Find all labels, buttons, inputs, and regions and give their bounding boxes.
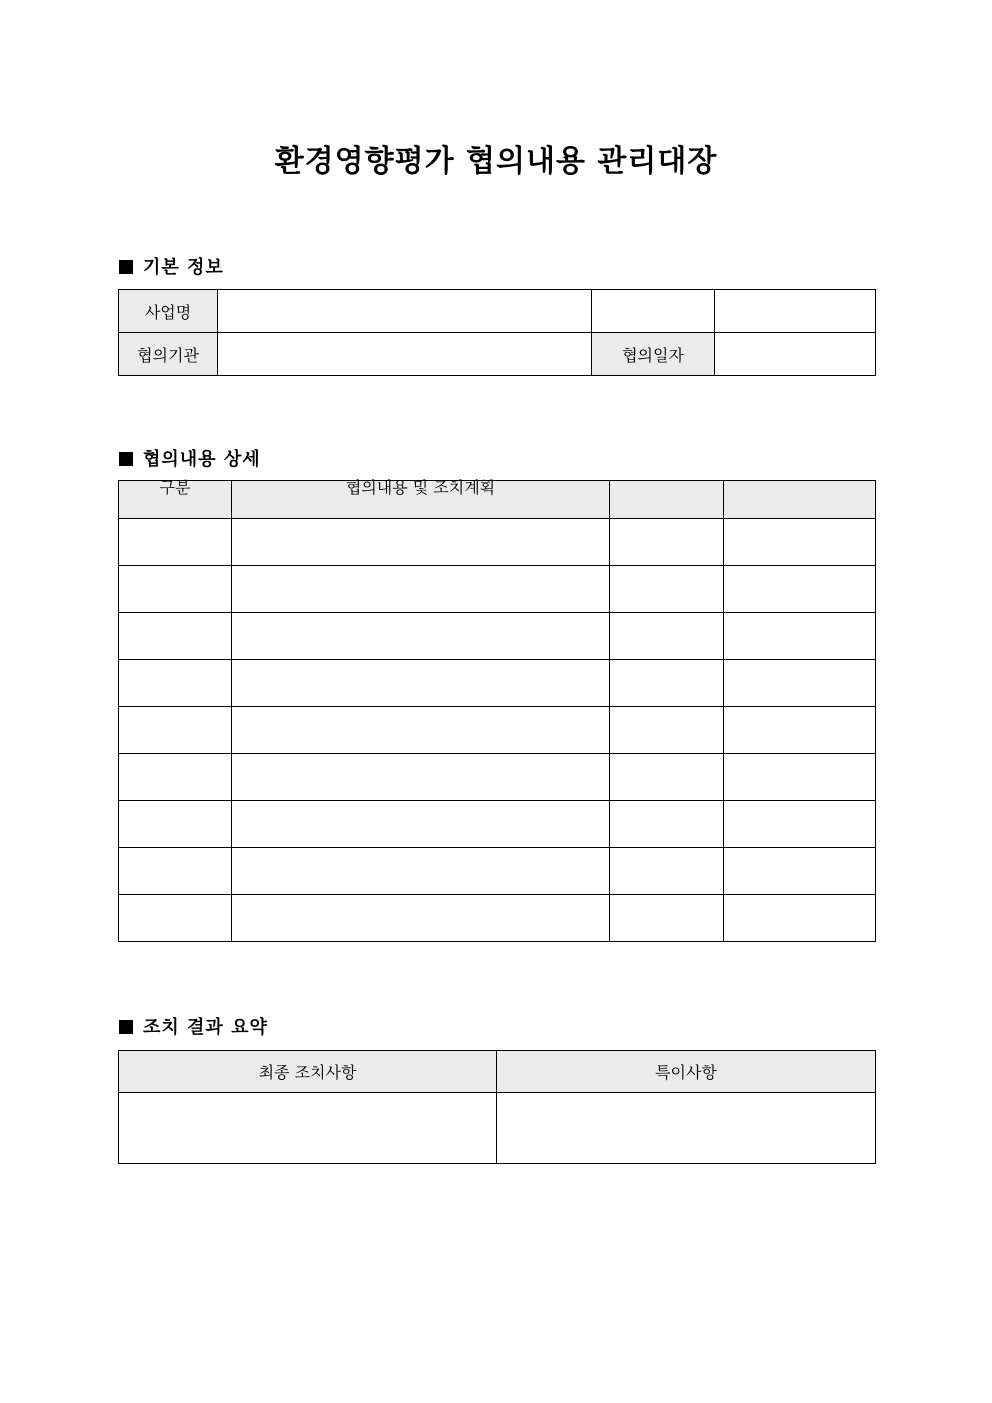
agency-label: 협의기관: [119, 333, 218, 376]
final-action-header: 최종 조치사항: [119, 1051, 497, 1093]
category-header-text: 구분: [159, 478, 191, 497]
content-header-text: 협의내용 및 조치계획: [345, 478, 496, 497]
content-cell[interactable]: [232, 566, 610, 613]
final-action-field[interactable]: [119, 1093, 497, 1164]
result-header-row: [119, 1051, 876, 1093]
category-cell[interactable]: [119, 707, 232, 754]
square-bullet-icon: [119, 260, 133, 274]
col3-cell[interactable]: [610, 895, 724, 942]
remarks-header: 특이사항: [497, 1051, 876, 1093]
col3-cell[interactable]: [610, 707, 724, 754]
col4-cell[interactable]: [724, 613, 876, 660]
col4-cell[interactable]: [724, 895, 876, 942]
table-row: [119, 895, 876, 942]
table-row: [119, 848, 876, 895]
project-name-field[interactable]: [218, 290, 592, 333]
category-cell[interactable]: [119, 848, 232, 895]
col3-cell[interactable]: [610, 660, 724, 707]
basic-info-heading-text: 기본 정보: [143, 257, 224, 278]
col4-cell[interactable]: [724, 660, 876, 707]
table-row: [119, 566, 876, 613]
col3-cell[interactable]: [610, 519, 724, 566]
result-table: [118, 1050, 876, 1164]
content-cell[interactable]: [232, 707, 610, 754]
col4-cell[interactable]: [724, 707, 876, 754]
content-header: [232, 478, 610, 519]
result-heading: [119, 1013, 268, 1039]
content-cell[interactable]: [232, 848, 610, 895]
square-bullet-icon: [119, 1020, 133, 1034]
col4-cell[interactable]: [724, 566, 876, 613]
col3-cell[interactable]: [610, 613, 724, 660]
col4-cell[interactable]: [724, 754, 876, 801]
content-cell[interactable]: [232, 754, 610, 801]
category-cell[interactable]: [119, 895, 232, 942]
extra-field-value[interactable]: [715, 290, 876, 333]
table-row: [119, 660, 876, 707]
result-row: [119, 1093, 876, 1164]
col4-cell[interactable]: [724, 519, 876, 566]
content-cell[interactable]: [232, 660, 610, 707]
basic-info-table: [118, 289, 876, 376]
content-cell[interactable]: [232, 801, 610, 848]
category-cell[interactable]: [119, 519, 232, 566]
col3-cell[interactable]: [610, 801, 724, 848]
col4-cell[interactable]: [724, 801, 876, 848]
col4-cell[interactable]: [724, 848, 876, 895]
square-bullet-icon: [119, 452, 133, 466]
table-row: [119, 613, 876, 660]
category-cell[interactable]: [119, 754, 232, 801]
basic-info-row: [119, 333, 876, 376]
agency-field[interactable]: [218, 333, 592, 376]
detail-heading: [119, 445, 261, 471]
blank-header-3: [610, 481, 724, 519]
basic-info-row: [119, 290, 876, 333]
consult-date-field[interactable]: [715, 333, 876, 376]
consult-date-label: 협의일자: [592, 333, 715, 376]
table-row: [119, 519, 876, 566]
detail-heading-text: 협의내용 상세: [143, 449, 261, 470]
document-title: 환경영향평가 협의내용 관리대장: [274, 144, 718, 179]
table-row: [119, 707, 876, 754]
category-cell[interactable]: [119, 801, 232, 848]
result-heading-text: 조치 결과 요약: [143, 1017, 268, 1038]
content-cell[interactable]: [232, 613, 610, 660]
basic-info-heading: [119, 253, 224, 279]
table-row: [119, 801, 876, 848]
content-cell[interactable]: [232, 519, 610, 566]
detail-body: [119, 519, 876, 942]
remarks-field[interactable]: [497, 1093, 876, 1164]
table-row: [119, 754, 876, 801]
detail-table: [118, 480, 876, 942]
project-name-label: 사업명: [119, 290, 218, 333]
category-cell[interactable]: [119, 660, 232, 707]
category-cell[interactable]: [119, 566, 232, 613]
col3-cell[interactable]: [610, 566, 724, 613]
category-cell[interactable]: [119, 613, 232, 660]
col3-cell[interactable]: [610, 848, 724, 895]
category-header: [119, 478, 232, 519]
blank-header-4: [724, 481, 876, 519]
col3-cell[interactable]: [610, 754, 724, 801]
extra-field-label[interactable]: [592, 290, 715, 333]
content-cell[interactable]: [232, 895, 610, 942]
detail-header-row: [119, 481, 876, 519]
